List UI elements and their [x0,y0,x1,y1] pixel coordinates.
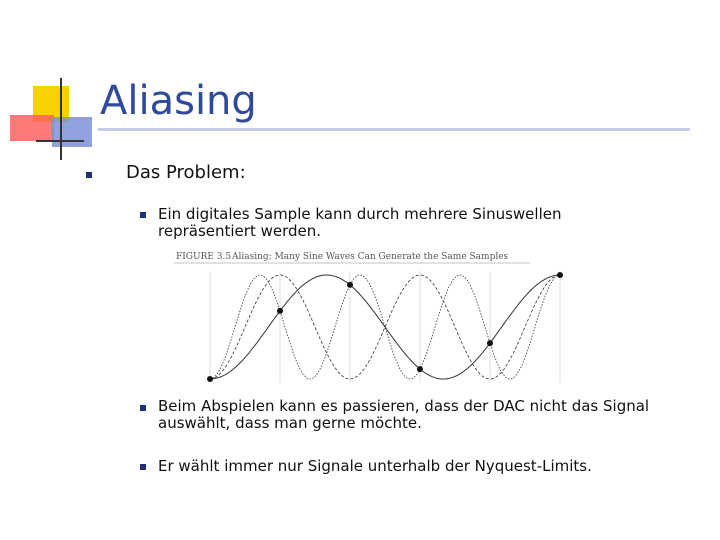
sample-point [277,308,283,314]
sample-point [347,282,353,288]
title-accent-horizontal-line [36,140,84,142]
sample-point [557,272,563,278]
bullet-text-3: Er wählt immer nur Signale unterhalb der Nyquest-Limits. [158,457,592,475]
title-accent-vertical-line [60,78,62,160]
bullet-square-icon [140,405,146,411]
sample-point [417,366,423,372]
bullet-text-1: Ein digitales Sample kann durch mehrere Sinuswellen repräsentiert werden. [158,205,562,240]
heading-text: Das Problem: [126,162,246,183]
figure-caption: Aliasing: Many Sine Waves Can Generate the Same Samples [232,252,509,262]
title-accent-red [10,115,54,141]
bullet-square-icon [140,464,146,470]
title-accent-blue [52,117,92,147]
sample-point [207,376,213,382]
bullet-square-icon [86,172,92,178]
figure-label: FIGURE 3.5 [176,252,232,262]
sine-waves [210,271,560,383]
title-underline [98,128,690,131]
sample-point [487,340,493,346]
bullet-square-icon [140,212,146,218]
bullet-text-2: Beim Abspielen kann es passieren, dass der DAC nicht das Signal auswählt, dass man gerne möchte. [158,397,650,432]
aliasing-figure [170,245,590,385]
slide-title: Aliasing [100,78,257,124]
